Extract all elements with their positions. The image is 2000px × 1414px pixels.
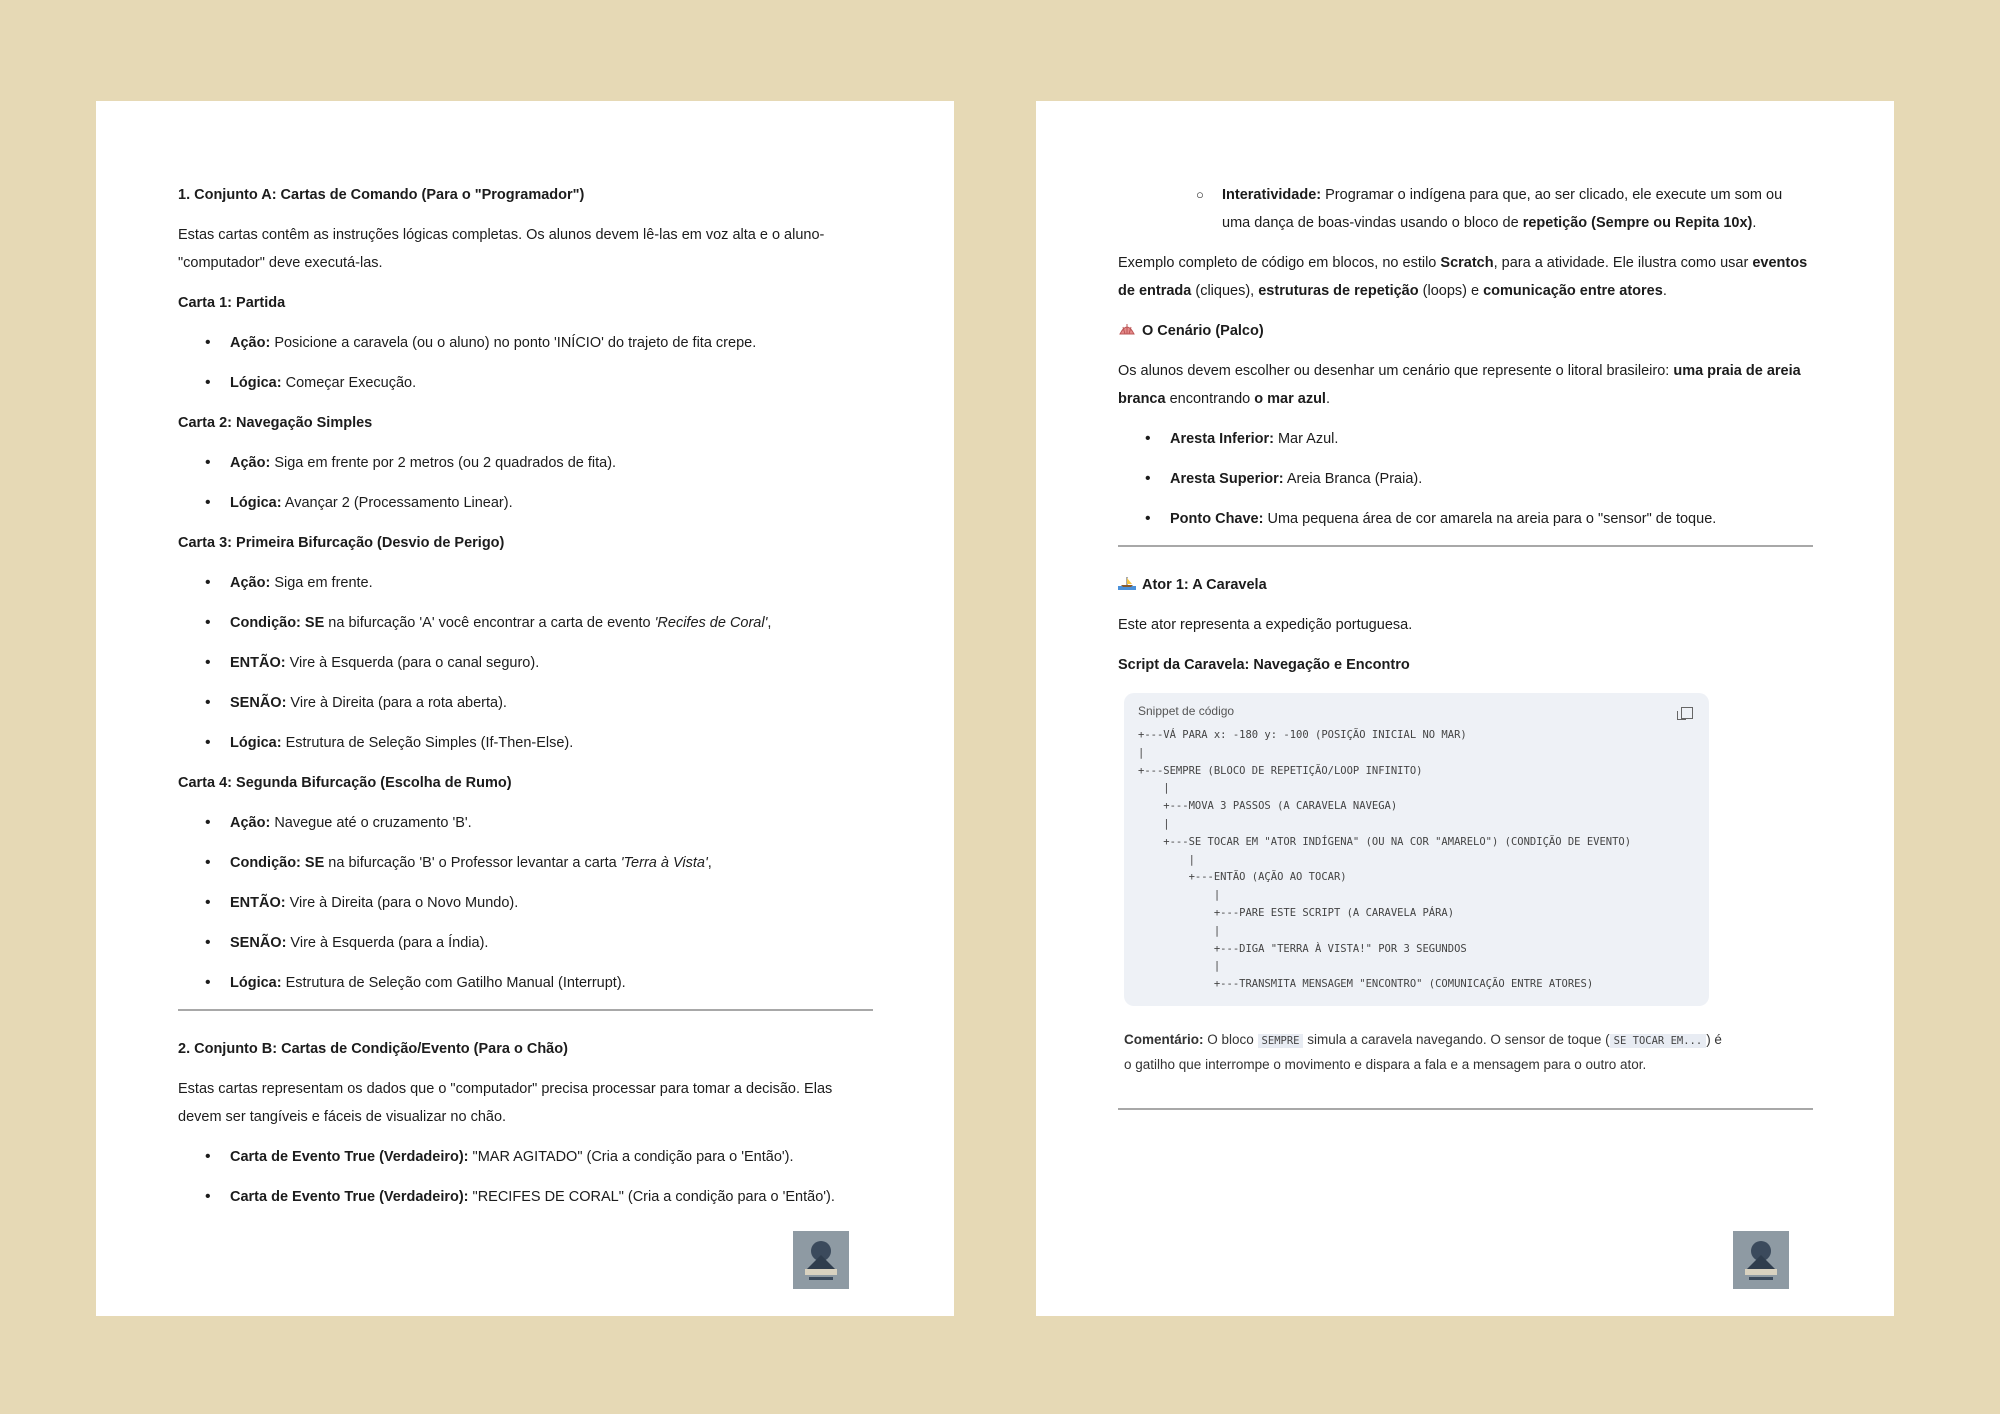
- page-content: [1118, 181, 1813, 1134]
- code-snippet-title: Snippet de código: [1138, 704, 1235, 718]
- code-line: |: [1138, 924, 1221, 937]
- list-item: • Aresta Superior: Areia Branca (Praia).: [1118, 465, 1813, 493]
- actor-heading: Ator 1: A Caravela: [1118, 571, 1813, 599]
- list-item: • Ação: Siga em frente por 2 metros (ou 2 quadrados de fita).: [178, 449, 873, 477]
- code-line: |: [1138, 960, 1221, 973]
- copy-icon[interactable]: [1681, 707, 1693, 719]
- list-item: • Lógica: Estrutura de Seleção com Gatilho Manual (Interrupt).: [178, 969, 873, 997]
- divider: [1118, 1108, 1813, 1110]
- code-line: +---SE TOCAR EM "ATOR INDÍGENA" (OU NA COR "AMARELO") (CONDIÇÃO DE EVENTO): [1138, 835, 1632, 848]
- command-cards: [178, 289, 873, 997]
- list-item: • Ação: Posicione a caravela (ou o aluno) no ponto 'INÍCIO' do trajeto de fita crepe.: [178, 329, 873, 357]
- card-item-list: [178, 329, 873, 397]
- section-heading-2: 2. Conjunto B: Cartas de Condição/Evento (Para o Chão): [178, 1041, 568, 1057]
- actor-paragraph: Este ator representa a expedição portuguesa.: [1118, 617, 1413, 633]
- logo: [1733, 1231, 1789, 1289]
- list-item: • Ponto Chave: Uma pequena área de cor amarela na areia para o "sensor" de toque.: [1118, 505, 1813, 533]
- shell-icon: [1118, 322, 1136, 336]
- event-card-list: [178, 1143, 873, 1211]
- code-line: |: [1138, 817, 1170, 830]
- list-item: • Lógica: Avançar 2 (Processamento Linear).: [178, 489, 873, 517]
- card-title: Carta 2: Navegação Simples: [178, 415, 373, 431]
- list-item: • ENTÃO: Vire à Esquerda (para o canal seguro).: [178, 649, 873, 677]
- code-line: |: [1138, 853, 1195, 866]
- code-line: +---DIGA "TERRA À VISTA!" POR 3 SEGUNDOS: [1138, 942, 1467, 955]
- divider: [178, 1009, 873, 1011]
- list-item: • Carta de Evento True (Verdadeiro): "MAR AGITADO" (Cria a condição para o 'Então').: [178, 1143, 873, 1171]
- intro-paragraph-2: Estas cartas representam os dados que o "computador" precisa processar para tomar a decisão. Elas devem ser tangíveis e fáceis de visualizar no chão.: [178, 1081, 833, 1125]
- scenario-paragraph: Os alunos devem escolher ou desenhar um cenário que represente o litoral brasileiro: uma praia de areia branca encontrando o mar azul.: [1118, 363, 1801, 407]
- code-line: +---PARE ESTE SCRIPT (A CARAVELA PÁRA): [1138, 906, 1455, 919]
- logo-emblem-icon: [1733, 1231, 1789, 1289]
- ship-icon: [1118, 576, 1136, 590]
- list-item: • Aresta Inferior: Mar Azul.: [1118, 425, 1813, 453]
- script-heading: Script da Caravela: Navegação e Encontro: [1118, 657, 1410, 673]
- code-line: +---TRANSMITA MENSAGEM "ENCONTRO" (COMUNICAÇÃO ENTRE ATORES): [1138, 978, 1594, 991]
- logo-emblem-icon: [793, 1231, 849, 1289]
- interactivity-list: [1118, 181, 1813, 237]
- code-line: +---ENTÃO (AÇÃO AO TOCAR): [1138, 871, 1347, 884]
- code-line: |: [1138, 782, 1170, 795]
- code-line: |: [1138, 889, 1221, 902]
- code-block: [1138, 727, 1695, 994]
- document-page-right: [1036, 101, 1894, 1316]
- list-item: • SENÃO: Vire à Direita (para a rota aberta).: [178, 689, 873, 717]
- list-item: • Carta de Evento True (Verdadeiro): "RECIFES DE CORAL" (Cria a condição para o 'Então').: [178, 1183, 873, 1211]
- card-title: Carta 1: Partida: [178, 295, 286, 311]
- list-item: • Lógica: Começar Execução.: [178, 369, 873, 397]
- code-snippet: [1124, 693, 1709, 1006]
- list-item: • Condição: SE na bifurcação 'B' o Professor levantar a carta 'Terra à Vista',: [178, 849, 873, 877]
- card-item-list: [178, 809, 873, 997]
- section-heading-1: 1. Conjunto A: Cartas de Comando (Para o "Programador"): [178, 187, 585, 203]
- divider: [1118, 545, 1813, 547]
- list-item: • Condição: SE na bifurcação 'A' você encontrar a carta de evento 'Recifes de Coral',: [178, 609, 873, 637]
- list-item: • Ação: Navegue até o cruzamento 'B'.: [178, 809, 873, 837]
- code-line: |: [1138, 746, 1145, 759]
- list-item: • Lógica: Estrutura de Seleção Simples (If-Then-Else).: [178, 729, 873, 757]
- comment-paragraph: Comentário: O bloco SEMPRE simula a caravela navegando. O sensor de toque ( SE TOCAR EM... ) é o gatilho que interrompe o movimento e dispara a fala e a mensagem para o outro ator.: [1124, 1031, 1722, 1073]
- document-page-left: [96, 101, 954, 1316]
- scenario-list: [1118, 425, 1813, 533]
- list-item: • SENÃO: Vire à Esquerda (para a Índia).: [178, 929, 873, 957]
- page-content: [178, 181, 873, 1223]
- scenario-heading: O Cenário (Palco): [1118, 317, 1813, 345]
- list-item: • ENTÃO: Vire à Direita (para o Novo Mundo).: [178, 889, 873, 917]
- card-title: Carta 4: Segunda Bifurcação (Escolha de Rumo): [178, 775, 512, 791]
- list-item: ○ Interatividade: Programar o indígena para que, ao ser clicado, ele execute um som ou uma dança de boas-vindas usando o bloco de repetição (Sempre ou Repita 10x).: [1118, 181, 1813, 237]
- card-title: Carta 3: Primeira Bifurcação (Desvio de Perigo): [178, 535, 505, 551]
- example-paragraph: Exemplo completo de código em blocos, no estilo Scratch, para a atividade. Ele ilustra como usar eventos de entrada (cliques), estruturas de repetição (loops) e comunicação entre atores.: [1118, 255, 1808, 299]
- code-line: +---VÁ PARA x: -180 y: -100 (POSIÇÃO INICIAL NO MAR): [1138, 729, 1467, 741]
- code-line: +---SEMPRE (BLOCO DE REPETIÇÃO/LOOP INFINITO): [1138, 764, 1423, 777]
- list-item: • Ação: Siga em frente.: [178, 569, 873, 597]
- intro-paragraph: Estas cartas contêm as instruções lógicas completas. Os alunos devem lê-las em voz alta e o aluno-"computador" deve executá-las.: [178, 227, 825, 271]
- card-item-list: [178, 449, 873, 517]
- logo: [793, 1231, 849, 1289]
- card-item-list: [178, 569, 873, 757]
- code-line: +---MOVA 3 PASSOS (A CARAVELA NAVEGA): [1138, 800, 1398, 813]
